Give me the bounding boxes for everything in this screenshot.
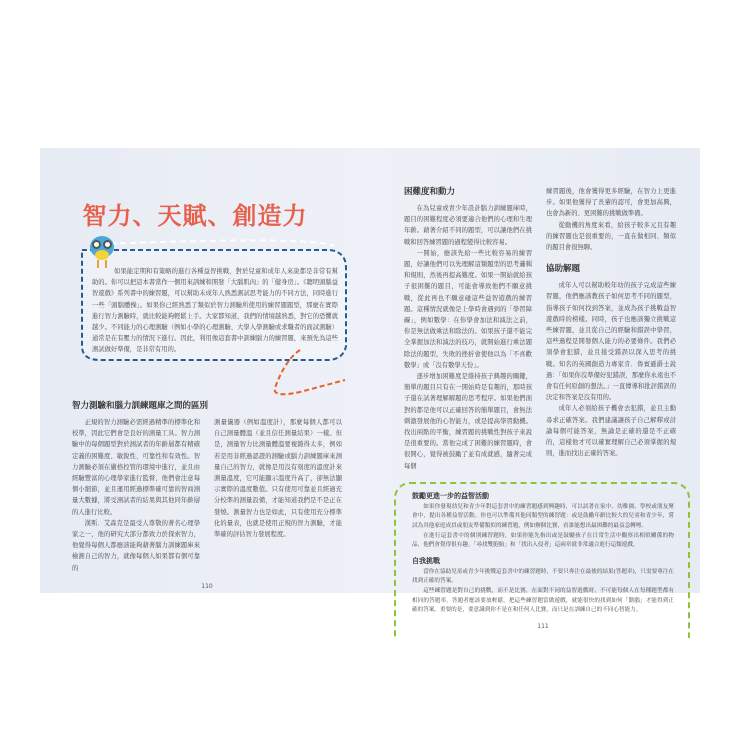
paragraph: 測量儀器（例如溫度計），那麼每個人都可以自己測量體溫（並且信任測量結果）一樣。但是，測量智力比測量體溫要複雜得太多，例如若是用非經過認證的測驗或腦力訓練題庫來測量自己的智力，就像是用沒有刻度的溫度計來測量溫度，它可能顯示溫度升高了，卻無法顯示實際的溫度數值。只有使用可靠並且經過充分校準的測量設備，才能知道我們是不是正在發燒。測量智力也是如此，只有使用充分標準化的量表，也就是使用正規的智力測驗，才能準確的評估智力發展程度。 — [214, 419, 342, 539]
paragraph: 一開始，應該先給一些比較容易的練習題，好讓他們可以先理解這類題型的思考邏輯和規則，然後再提高難度。如果一開始就給孩子很困難的題目，可能會導致他們不願意挑戰，從此再也不願意碰這些益智遊戲的練習題。這種情況就像是上學時會遇到的「學習障礙」，例如數學：在你學會加法和減法之前，你是無法做乘法和除法的。如果孩子還不能完全掌握加法和減法的技巧，就開始進行乘法題除法的題型，失敗的挫折會使他以為「不喜歡數學」或「沒有數學天份」。 — [404, 249, 532, 369]
paragraph: 在進行這套書中的個別練習題時，如果你能先指出或是鼓勵孩子在日常生活中觀察出相似關係的物品，他們會覺得很有趣。「尋找雙胞胎」和「找出入侵者」這兩章就非常適合進行這類遊戲。 — [412, 532, 674, 549]
right-column-1 — [404, 186, 532, 472]
right-column-2b — [546, 280, 676, 459]
left-body — [72, 400, 342, 592]
paragraph: 這些練習題是對自己的挑戰，而不是比賽，在面對不同的益智遊戲時，不可能每個人在每種題型都有相同的答題率。答題者應該要放輕鬆，把這些練習題當做遊戲，就能很快的找到如何「動腦」才能得到正確的答案。重要的是，要意識到你不是在和任何人比賽，而只是在訓練自己的不同心智能力。 — [412, 588, 674, 614]
heading-difficulty: 困難度和動力 — [404, 187, 456, 197]
activity-heading: 鼓勵更進一步的益智活動 — [412, 491, 489, 500]
heading-help: 協助解題 — [546, 264, 581, 275]
right-columns — [404, 186, 676, 472]
left-columns — [72, 417, 342, 574]
left-column-2 — [214, 417, 342, 540]
right-body — [404, 186, 676, 638]
paragraph: 在為兒童或青少年設計腦力訓練題庫時，題目的困難程度必須要適合他們的心理和生理年齡。藉著介紹不同的題型，可以讓他們在挑戰和回答練習題的過程變得比較容易。 — [404, 205, 532, 246]
left-column-1 — [72, 417, 200, 574]
right-column-1-text — [404, 203, 532, 472]
paragraph: 成年人必須給孩子機會去犯錯，並且主動尋求正確答案。我們建議讓孩子自己解釋或討論每個可能答案，無論是正確的還是不正確的，這樣他才可以確實理解自己必須掌握的規則，進而找出正確的答案。 — [546, 405, 676, 458]
intro-paragraph: 如果能定期和有策略的進行各種益智挑戰，對於兒童和成年人來說都是非常有幫助的。你可以把這本書當作一個用來訓練和開發「大腦肌肉」的「健身房」。《聰明頭腦益智遊戲》系列書中的練習題，可以幫助未成年人熟悉測試思考能力的不同方法，同時進行一些「頭腦體操」。如果你已經熟悉了類似於智力測驗所使用的練習題題型，那麼在實際進行智力測驗時，就比較能夠輕鬆上手。大家都知道，我們的情境越熟悉，對它的恐懼就越少。不同能力的心理測驗（例如小學的心理測驗、大學入學測驗或求職者的面試測驗）通常是在有壓力的情況下進行。因此，利用像這套書中訓練腦力的練習題，來預先為這些測試做好準備，是非常有用的。 — [92, 268, 338, 354]
page-title: 智力、天賦、創造力 — [82, 202, 308, 230]
paragraph: 逐步增加困難度是維持孩子興趣的關鍵，簡單的題目只有在一開始時是有趣的，那時孩子還在試著理解解題的思考程序。如果他們面對的都是他可以正確回答的簡單題目，會無法刺激發展他的心智能力，或是提高學習動機。找出兩點的平衡，練習題的挑戰性對孩子來說是很重要的。當他完成了困難的練習題時，會很開心，覺得被鼓勵了並有成就感，隨著完成每個 — [404, 373, 532, 470]
right-column-2a — [546, 186, 676, 253]
paragraph: 漢斯．艾森克是最受人尊敬的著名心理學家之一，他的研究大部分都致力於探索智力，他覺得每個人都應該能夠藉著腦力訓練題庫來檢測自己的智力，就像每個人如果都有個可靠的 — [72, 519, 200, 572]
activity-box — [394, 482, 690, 638]
paragraph: 練習題後，他會獲得更多經驗，在智力上更進步。如果他獲得了長輩的認可，會更加高興，也會為新的、更困難的挑戰做準備。 — [546, 188, 676, 218]
paragraph: 正規的智力測驗必需經過精準的標準化和校準，因此它們會是良好的測量工具。智力測驗中的每個題型對於測試者的年齡層都有精確定義的困難度、敏銳性、可靠性和有效性。智力測驗必須在嚴格控管的環境中進行，並且由經驗豐富的心理學家進行監督，他們會注意每個小細節，並且運用經過標準確可靠的智商測量大數據，將受測試者的結果與其他同年齡層的人進行比較。 — [72, 419, 200, 516]
paragraph: 成年人可以幫助較年幼的孩子完成這些練習題，他們應該教孩子如何思考不同的題型，指導孩子如何找到答案，並成為孩子挑戰益智遊戲時的榜樣。同時，孩子也應該獨立挑戰這些練習題，並且從自己的經驗和錯誤中學習，這些過程是開發個人能力的必要條件。我們必須學會犯錯，並且接受錯誤以深入思考的挑戰。知名的英國創造力專家肯．魯賓遜爵士說過：「如果你沒準備好犯錯誤，那麼你永遠也不會有任何原創的想法。」一直傳導和批評錯誤的決定和答案是沒有用的。 — [546, 282, 676, 402]
paragraph: 如果你發現幼兒和青少年對這套書中的練習題感到興趣時，可以試著在家中、幼稚園、學校或朋友聚會中，提出各種益智活動。你也可以準備其他同類型的練習題：或是鼓勵年齡比較大的兒童和青少年，嘗試為其他家庭成員或朋友準備類似的練習題，例如辦個比賽，看誰能想出最困難的最益急轉彎。 — [412, 503, 674, 530]
owl-icon — [88, 234, 116, 268]
page-number: 111 — [537, 622, 549, 630]
challenge-text — [412, 568, 674, 616]
right-column-2 — [546, 186, 676, 459]
paragraph: 從動機的角度來看，給孩子較多元且有趣的練習題也是很重要的，一直在做相同、類似的題目會很無聊。 — [546, 221, 676, 252]
activity-text — [412, 503, 674, 551]
page-number: 110 — [201, 582, 213, 590]
section-heading: 智力測驗和腦力訓練題庫之間的區別 — [72, 401, 209, 411]
intro-text — [92, 266, 338, 356]
paragraph: 當你在協助兒童或青少年挑戰這套書中的練習題時，不要只專注在最後的結果(答題率)，只需要專注在找到正確的答案。 — [412, 568, 674, 585]
challenge-heading: 自我挑戰 — [412, 556, 440, 565]
